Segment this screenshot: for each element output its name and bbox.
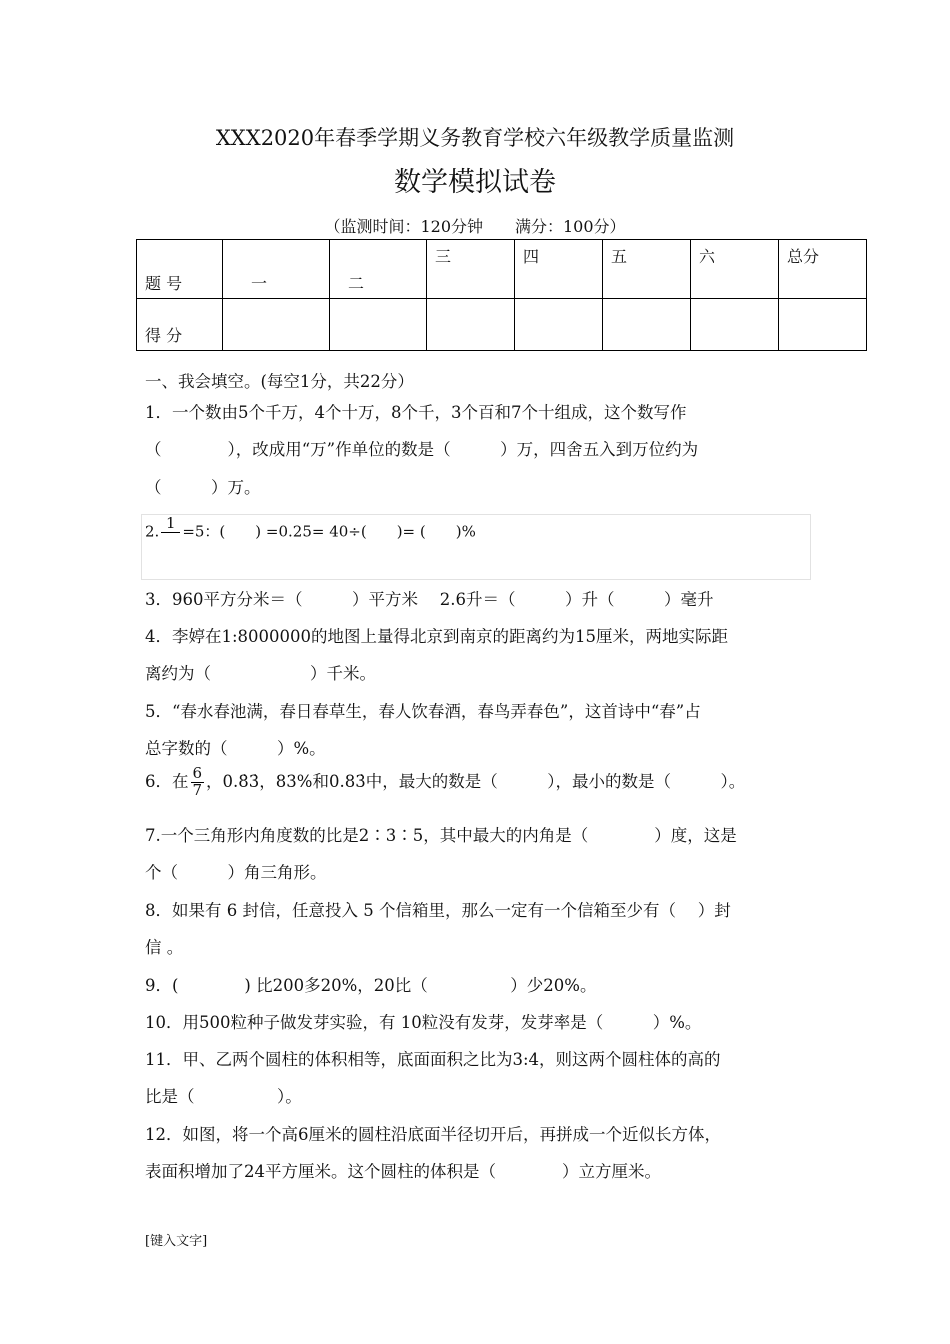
question-1-line: （ ）万。 [145,478,261,497]
exam-time: （监测时间：120分钟 [324,217,483,236]
question-6-fraction [191,766,205,799]
question-11-line: 比是（ ）。 [145,1087,302,1106]
score-table-score-row [137,299,867,351]
question-4-line: 离约为（ ）千米。 [145,664,376,683]
question-6 [145,766,745,799]
question-12-line: 12．如图，将一个高6厘米的圆柱沿底面半径切开后，再拼成一个近似长方体， [145,1125,721,1144]
score-table-col: 三 [427,240,515,299]
question-4-line: 4．李婷在1:8000000的地图上量得北京到南京的距离约为15厘米，两地实际距 [145,627,729,646]
score-cell[interactable] [779,299,867,351]
score-cell[interactable] [691,299,779,351]
score-table [136,239,867,351]
question-6-prefix: 6．在 [145,771,189,791]
score-table-row-label: 题 号 [137,240,223,299]
question-8-line: 信 。 [145,938,184,957]
score-cell[interactable] [223,299,330,351]
exam-subtitle: 数学模拟试卷 [394,167,556,198]
exam-header-title: XXX2020年春季学期义务教育学校六年级教学质量监测 [215,126,735,150]
page-footer: [键入文字] [145,1234,208,1249]
exam-meta [0,214,950,237]
score-table-col: 二 [330,240,427,299]
fraction-numerator: 6 [192,764,203,782]
score-cell[interactable] [603,299,691,351]
question-10: 10．用500粒种子做发芽实验，有 10粒没有发芽，发芽率是（ ）%。 [145,1013,702,1032]
question-2 [145,516,476,549]
score-cell[interactable] [330,299,427,351]
exam-total-score: 满分：100分） [515,217,626,236]
score-table-col: 一 [223,240,330,299]
score-table-row-label: 得 分 [137,299,223,351]
score-table-col: 五 [603,240,691,299]
section-heading: 一、我会填空。(每空1分，共22分） [145,372,414,391]
fraction-denominator-blank [161,532,180,549]
question-5-line: 5．“春水春池满，春日春草生，春人饮春酒，春鸟弄春色”，这首诗中“春”占 [145,702,701,721]
question-2-rest: =5：( ) =0.25= 40÷( )= ( )% [182,522,476,541]
score-table-header-row [137,240,867,299]
question-1-line: （ ），改成用“万”作单位的数是（ ）万，四舍五入到万位约为 [145,440,699,459]
question-3: 3．960平方分米＝（ ）平方米 2.6升＝（ ）升（ ）毫升 [145,590,714,609]
fraction-denominator: 7 [192,780,203,799]
question-7-line: 7.一个三角形内角度数的比是2∶3∶5，其中最大的内角是（ ）度，这是 [145,826,737,845]
question-2-prefix: 2. [145,522,160,541]
question-1-line: 1．一个数由5个千万，4个十万，8个千，3个百和7个十组成，这个数写作 [145,403,687,422]
question-8-line: 8．如果有 6 封信，任意投入 5 个信箱里，那么一定有一个信箱至少有（ ）封 [145,901,731,920]
question-7-line: 个（ ）角三角形。 [145,863,327,882]
question-12-line: 表面积增加了24平方厘米。这个圆柱的体积是（ ）立方厘米。 [145,1162,661,1181]
fraction-numerator: 1 [166,514,176,532]
score-table-col: 六 [691,240,779,299]
question-9: 9．( ) 比200多20%，20比（ ）少20%。 [145,976,597,995]
question-5-line: 总字数的（ ）%。 [145,739,326,758]
question-11-line: 11．甲、乙两个圆柱的体积相等，底面面积之比为3:4，则这两个圆柱体的高的 [145,1050,721,1069]
score-table-col: 四 [515,240,603,299]
question-6-rest: ，0.8̇3̇，83%和0.83̇中，最大的数是（ ），最小的数是（ ）。 [206,771,746,791]
score-table-col: 总分 [779,240,867,299]
score-cell[interactable] [515,299,603,351]
question-2-fraction [161,516,180,549]
score-cell[interactable] [427,299,515,351]
